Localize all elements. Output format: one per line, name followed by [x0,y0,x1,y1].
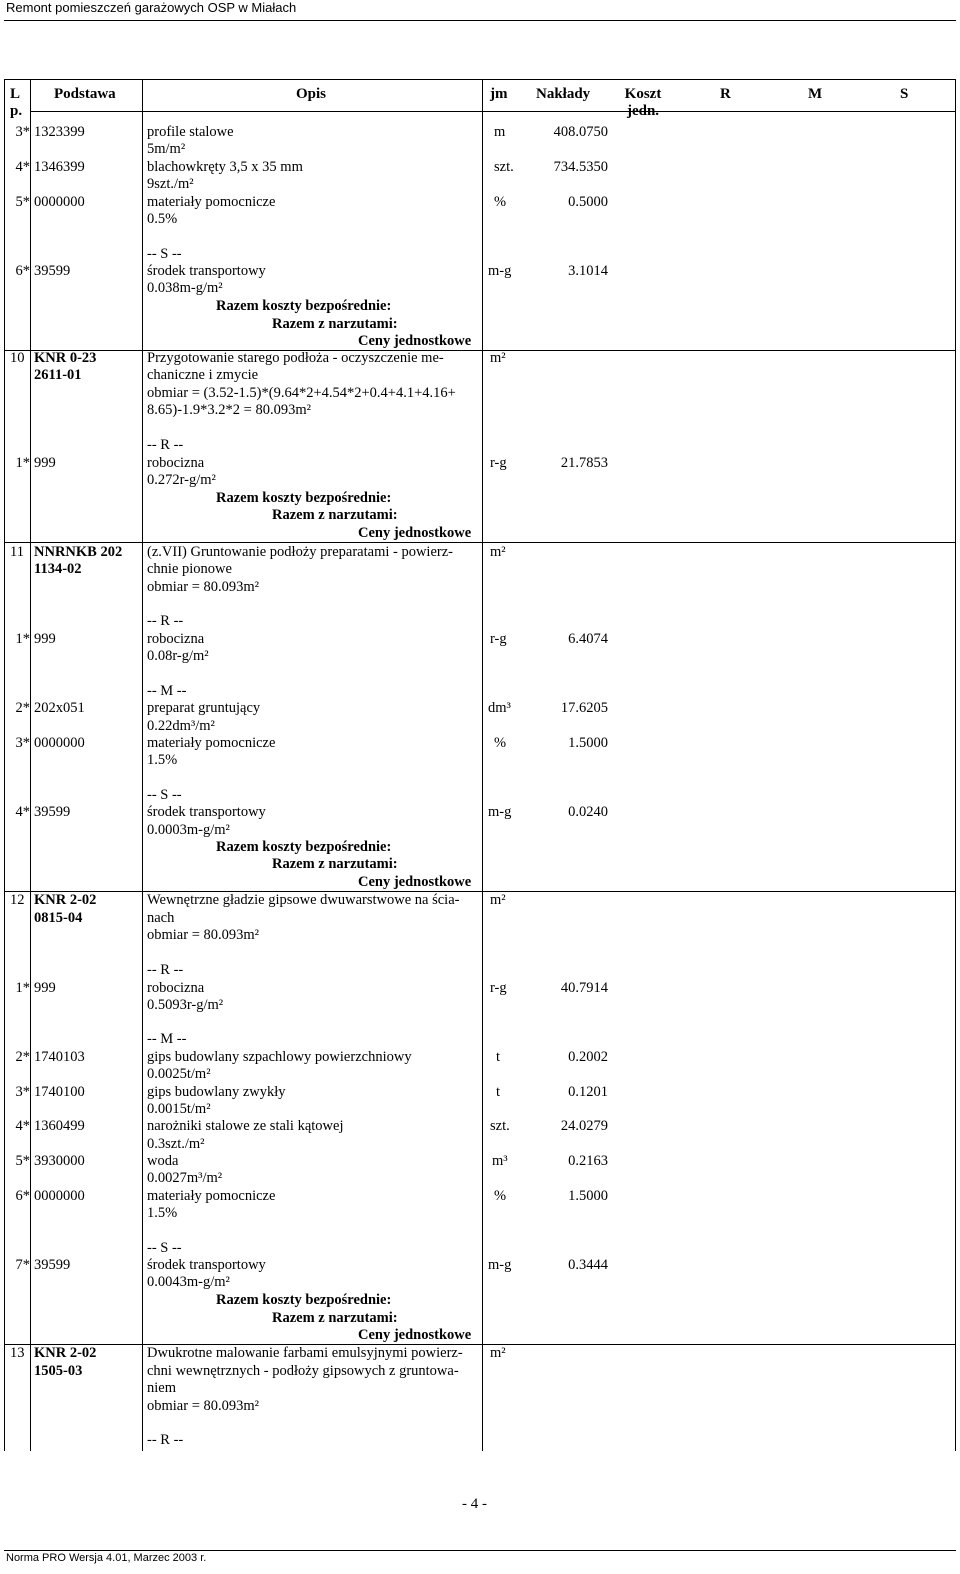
row-norm: 9szt./m² [147,176,194,192]
row-lp: 4* [15,159,30,175]
row-code: 1360499 [34,1118,85,1134]
position-number: 11 [10,544,24,560]
row-description: robocizna [147,455,205,471]
position-code: KNR 0-23 [34,350,97,366]
section-label-r: -- R -- [147,962,184,978]
row-quantity: 0.2002 [568,1049,608,1065]
table-left-border [4,79,5,1451]
position-code: KNR 2-02 [34,1345,97,1361]
position-description: (z.VII) Gruntowanie podłoży preparatami - powierz- [147,544,453,560]
total-direct-label: Razem koszty bezpośrednie: [216,490,392,506]
position-measurement: obmiar = 80.093m² [147,927,259,943]
row-lp: 6* [15,263,30,279]
position-description: Wewnętrzne gładzie gipsowe dwuwarstwowe na ścia- [147,892,460,908]
row-code: 1740100 [34,1084,85,1100]
section-label-m: -- M -- [147,683,187,699]
row-unit: dm³ [488,700,511,716]
row-description: materiały pomocnicze [147,1188,276,1204]
row-code: 0000000 [34,1188,85,1204]
row-unit: t [496,1049,501,1065]
row-description: środek transportowy [147,263,266,279]
row-norm: 0.3szt./m² [147,1136,205,1152]
column-header-opis: Opis [296,86,327,102]
position-description: chni wewnętrznych - podłoży gipsowych z gruntowa- [147,1363,459,1379]
row-norm: 0.0027m³/m² [147,1170,223,1186]
total-direct-label: Razem koszty bezpośrednie: [216,1292,392,1308]
position-description: niem [147,1380,176,1396]
row-description: narożniki stalowe ze stali kątowej [147,1118,344,1134]
position-number: 12 [10,892,25,908]
row-quantity: 0.5000 [568,194,608,210]
section-label-s: -- S -- [147,246,182,262]
row-code: 3930000 [34,1153,85,1169]
row-unit: m-g [488,263,512,279]
software-version: Norma PRO Wersja 4.01, Marzec 2003 r. [6,1552,207,1564]
column-header-naklady: Nakłady [536,86,591,102]
row-lp: 3* [15,124,30,140]
row-quantity: 734.5350 [553,159,608,175]
row-lp: 4* [15,804,30,820]
unit-prices-label: Ceny jednostkowe [358,525,472,541]
row-norm: 0.038m-g/m² [147,280,223,296]
position-code: NNRNKB 202 [34,544,123,560]
row-unit: m [494,124,506,140]
header-row-divider [30,111,955,112]
row-lp: 1* [15,455,30,471]
column-header-jm: jm [490,86,508,102]
row-quantity: 21.7853 [560,455,608,471]
position-code-detail: 1134-02 [34,561,82,577]
row-unit: % [494,735,507,751]
row-quantity: 408.0750 [553,124,608,140]
row-lp: 2* [15,1049,30,1065]
section-label-r: -- R -- [147,1432,184,1448]
column-divider [482,79,483,1451]
row-description: blachowkręty 3,5 x 35 mm [147,159,303,175]
column-header-lp: L p. [10,86,23,119]
position-description: chnie pionowe [147,561,232,577]
row-unit: r-g [490,455,507,471]
section-label-r: -- R -- [147,613,184,629]
row-unit: % [494,194,507,210]
position-code-detail: 0815-04 [34,910,83,926]
row-description: gips budowlany zwykły [147,1084,286,1100]
column-header-s: S [900,86,909,102]
row-code: 999 [34,980,56,996]
row-norm: 0.272r-g/m² [147,472,216,488]
column-divider [30,79,31,1451]
row-code: 1346399 [34,159,85,175]
total-markup-label: Razem z narzutami: [272,856,398,872]
position-measurement: obmiar = 80.093m² [147,1398,259,1414]
row-lp: 2* [15,700,30,716]
column-header-r: R [720,86,731,102]
row-description: materiały pomocnicze [147,735,276,751]
section-label-s: -- S -- [147,1240,182,1256]
position-description: Dwukrotne malowanie farbami emulsyjnymi powierz- [147,1345,463,1361]
row-description: gips budowlany szpachlowy powierzchniowy [147,1049,412,1065]
header-divider [4,20,956,21]
position-unit: m² [490,350,506,366]
footer-divider [4,1550,956,1551]
total-markup-label: Razem z narzutami: [272,507,398,523]
position-code-detail: 1505-03 [34,1363,83,1379]
column-divider [142,79,143,1451]
row-norm: 1.5% [147,1205,178,1221]
position-description: chaniczne i zmycie [147,367,259,383]
row-quantity: 1.5000 [568,1188,608,1204]
row-unit: szt. [494,159,514,175]
row-unit: t [496,1084,501,1100]
column-header-koszt: Koszt jedn. [624,86,662,119]
row-quantity: 40.7914 [560,980,608,996]
row-lp: 1* [15,631,30,647]
row-quantity: 24.0279 [560,1118,608,1134]
section-label-r: -- R -- [147,437,184,453]
row-quantity: 3.1014 [568,263,608,279]
position-unit: m² [490,1345,506,1361]
row-lp: 4* [15,1118,30,1134]
row-code: 0000000 [34,194,85,210]
row-description: robocizna [147,631,205,647]
row-unit: szt. [490,1118,510,1134]
row-code: 39599 [34,263,71,279]
column-header-m: M [808,86,823,102]
row-lp: 5* [15,194,30,210]
row-unit: m³ [492,1153,508,1169]
position-number: 13 [10,1345,25,1361]
row-lp: 5* [15,1153,30,1169]
position-code-detail: 2611-01 [34,367,82,383]
row-description: środek transportowy [147,804,266,820]
unit-prices-label: Ceny jednostkowe [358,333,472,349]
row-code: 1323399 [34,124,85,140]
row-norm: 5m/m² [147,141,186,157]
table-right-border [955,79,956,1451]
row-description: woda [147,1153,179,1169]
row-norm: 0.0003m-g/m² [147,822,230,838]
row-quantity: 0.3444 [568,1257,608,1273]
row-quantity: 0.2163 [568,1153,608,1169]
position-divider [4,542,955,543]
row-code: 0000000 [34,735,85,751]
row-quantity: 0.0240 [568,804,608,820]
row-norm: 0.5093r-g/m² [147,997,224,1013]
row-norm: 1.5% [147,752,178,768]
row-quantity: 6.4074 [568,631,608,647]
row-unit: m-g [488,804,512,820]
row-quantity: 1.5000 [568,735,608,751]
total-direct-label: Razem koszty bezpośrednie: [216,298,392,314]
row-norm: 0.0025t/m² [147,1066,211,1082]
row-lp: 6* [15,1188,30,1204]
row-description: materiały pomocnicze [147,194,276,210]
row-code: 39599 [34,1257,71,1273]
unit-prices-label: Ceny jednostkowe [358,1327,472,1343]
row-description: profile stalowe [147,124,234,140]
position-description: nach [147,910,175,926]
unit-prices-label: Ceny jednostkowe [358,874,472,890]
total-direct-label: Razem koszty bezpośrednie: [216,839,392,855]
section-label-s: -- S -- [147,787,182,803]
position-description: Przygotowanie starego podłoża - oczyszczenie me- [147,350,444,366]
row-norm: 0.22dm³/m² [147,718,215,734]
row-code: 999 [34,631,56,647]
row-lp: 7* [15,1257,30,1273]
section-label-m: -- M -- [147,1031,187,1047]
position-measurement: obmiar = 80.093m² [147,579,259,595]
row-unit: m-g [488,1257,512,1273]
total-markup-label: Razem z narzutami: [272,1310,398,1326]
row-description: środek transportowy [147,1257,266,1273]
position-unit: m² [490,544,506,560]
position-number: 10 [10,350,25,366]
row-quantity: 17.6205 [560,700,608,716]
row-description: preparat gruntujący [147,700,261,716]
row-lp: 3* [15,735,30,751]
row-code: 1740103 [34,1049,85,1065]
row-unit: r-g [490,631,507,647]
document-title: Remont pomieszczeń garażowych OSP w Miałach [6,0,297,15]
row-code: 999 [34,455,56,471]
table-top-border [4,79,956,80]
position-code: KNR 2-02 [34,892,97,908]
row-quantity: 0.1201 [568,1084,608,1100]
row-lp: 3* [15,1084,30,1100]
row-unit: % [494,1188,507,1204]
position-unit: m² [490,892,506,908]
row-unit: r-g [490,980,507,996]
row-norm: 0.0015t/m² [147,1101,211,1117]
page-number: - 4 - [462,1496,487,1512]
row-norm: 0.0043m-g/m² [147,1274,230,1290]
row-norm: 0.5% [147,211,178,227]
row-description: robocizna [147,980,205,996]
row-lp: 1* [15,980,30,996]
row-code: 202x051 [34,700,85,716]
column-header-podstawa: Podstawa [54,86,116,102]
total-markup-label: Razem z narzutami: [272,316,398,332]
row-code: 39599 [34,804,71,820]
position-measurement: obmiar = (3.52-1.5)*(9.64*2+4.54*2+0.4+4.1+4.16+ [147,385,456,401]
row-norm: 0.08r-g/m² [147,648,209,664]
position-measurement: 8.65)-1.9*3.2*2 = 80.093m² [147,402,311,418]
